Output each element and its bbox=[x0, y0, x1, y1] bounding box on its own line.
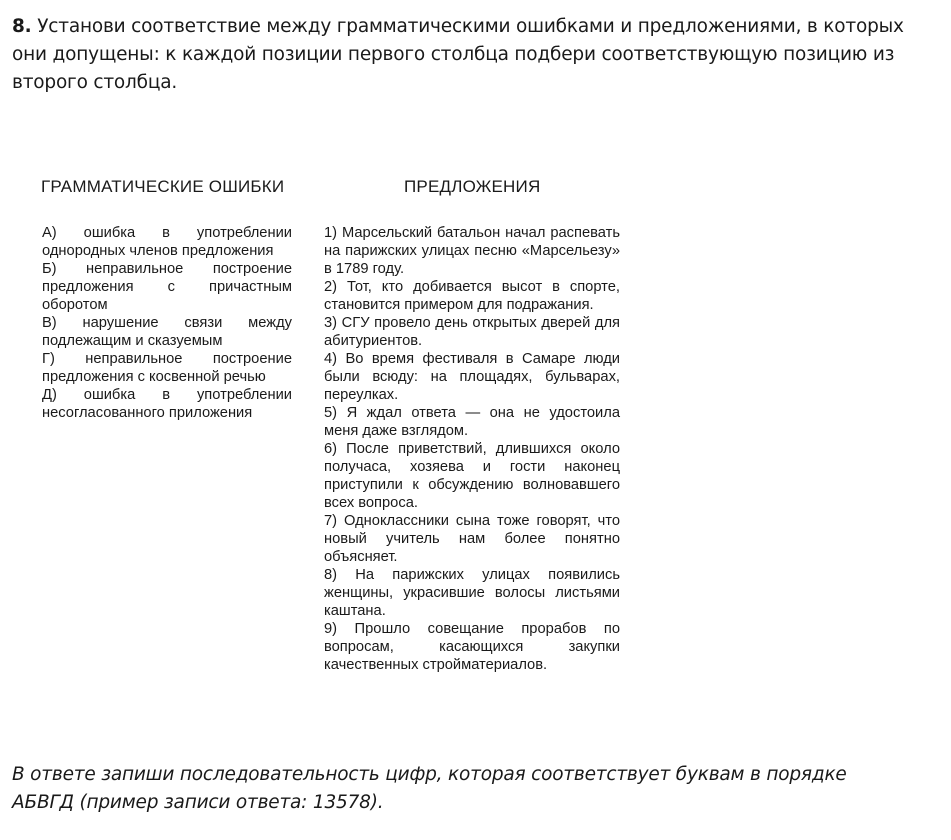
sentence-item-2: 2) Тот, кто добивается высот в спорте, становится примером для подражания. bbox=[324, 279, 620, 313]
task-number: 8. bbox=[12, 16, 32, 37]
sentence-item-7: 7) Одноклассники сына тоже говорят, что новый учитель нам более понятно объясняет. bbox=[324, 513, 620, 565]
sentence-item-9: 9) Прошло совещание прорабов по вопросам, касающихся закупки качественных стройматериалов. bbox=[324, 621, 620, 673]
error-item-g: Г) неправильное построение предложения с косвенной речью bbox=[42, 351, 292, 385]
task-text: Установи соответствие между грамматическими ошибками и предложениями, в которых они допущены: к каждой позиции первого столбца подбери соответствующую позицию из второго столбца. bbox=[12, 16, 904, 93]
answer-instruction: В ответе запиши последовательность цифр, которая соответствует буквам в порядке АБВГД (пример записи ответа: 13578). bbox=[12, 764, 847, 813]
error-item-a: А) ошибка в употреблении однородных членов предложения bbox=[42, 225, 292, 259]
sentences-column-header: ПРЕДЛОЖЕНИЯ bbox=[404, 177, 541, 196]
sentence-item-1: 1) Марсельский батальон начал распевать на парижских улицах песню «Марсельезу» в 1789 году. bbox=[324, 225, 620, 277]
sentence-item-3: 3) СГУ провело день открытых дверей для абитуриентов. bbox=[324, 315, 620, 349]
sentences-list bbox=[324, 224, 620, 674]
error-item-v: В) нарушение связи между подлежащим и сказуемым bbox=[42, 315, 292, 349]
sentence-item-4: 4) Во время фестиваля в Самаре люди были всюду: на площадях, бульварах, переулках. bbox=[324, 351, 620, 403]
errors-list bbox=[42, 224, 292, 422]
errors-column-header: ГРАММАТИЧЕСКИЕ ОШИБКИ bbox=[41, 177, 285, 196]
sentence-item-8: 8) На парижских улицах появились женщины, украсившие волосы листьями каштана. bbox=[324, 567, 620, 619]
error-item-d: Д) ошибка в употреблении несогласованного приложения bbox=[42, 387, 292, 421]
error-item-b: Б) неправильное построение предложения с причастным оборотом bbox=[42, 261, 292, 313]
task-statement bbox=[12, 13, 927, 97]
sentence-item-5: 5) Я ждал ответа — она не удостоила меня даже взглядом. bbox=[324, 405, 620, 439]
sentence-item-6: 6) После приветствий, длившихся около получаса, хозяева и гости наконец приступили к обсуждению волновавшего всех вопроса. bbox=[324, 441, 620, 511]
